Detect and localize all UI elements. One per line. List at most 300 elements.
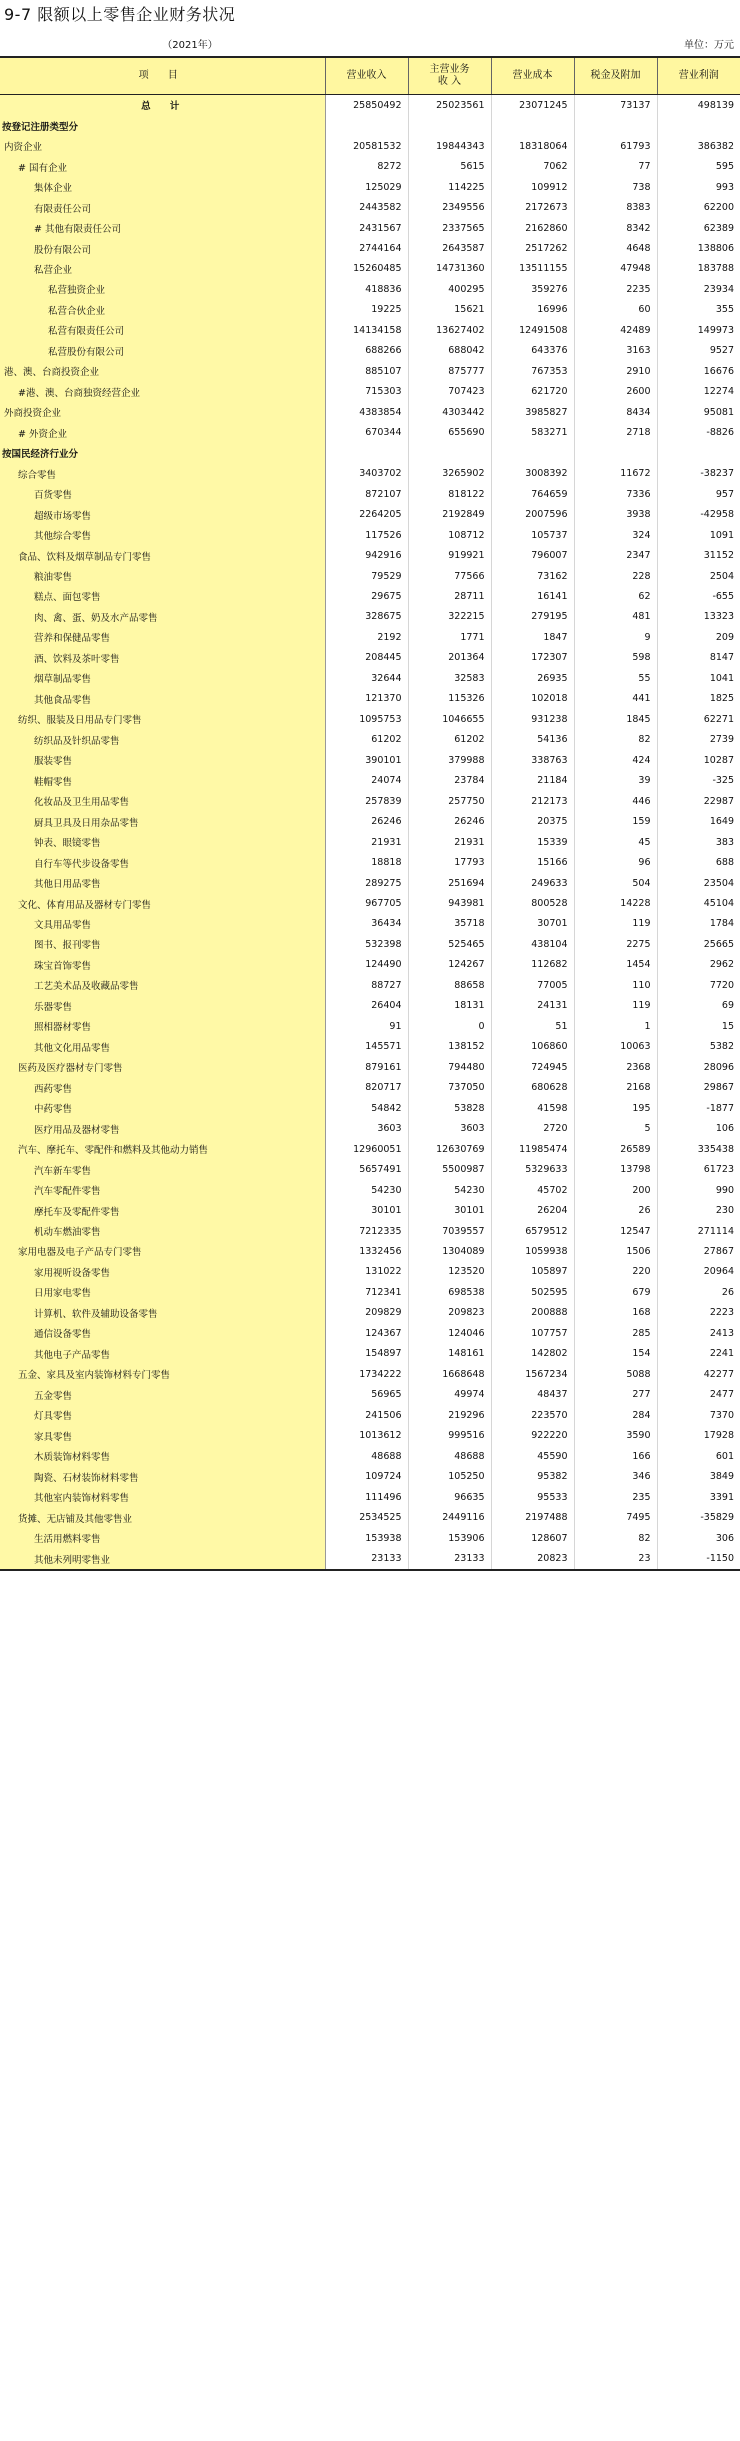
cell-tax: 324 [574,525,657,545]
cell-revenue: 712341 [325,1282,408,1302]
cell-revenue: 18818 [325,852,408,872]
row-label: 乐器零售 [0,996,325,1016]
cell-main-revenue: 14731360 [408,259,491,279]
row-label: 私营合伙企业 [0,300,325,320]
cell-main-revenue [408,443,491,463]
cell-tax: 3938 [574,504,657,524]
cell-revenue: 79529 [325,566,408,586]
cell-profit: 335438 [697,1143,734,1155]
cell-main-revenue: 201364 [408,648,491,668]
cell-revenue [325,443,408,463]
cell-cost: 7062 [491,156,574,176]
cell-main-revenue: 2337565 [408,218,491,238]
table-row [0,648,740,668]
table-row [0,443,740,463]
cell-tax: 61793 [574,136,657,156]
row-label: 西药零售 [0,1078,325,1098]
table-row [0,586,740,606]
table-row [0,607,740,627]
row-label: 私营有限责任公司 [0,320,325,340]
cell-profit: 61723 [703,1164,734,1176]
cell-cost: 2162860 [491,218,574,238]
cell-cost: 51 [491,1016,574,1036]
row-label: 港、澳、台商投资企业 [0,361,325,381]
row-label: 灯具零售 [0,1405,325,1425]
cell-tax: 1454 [574,955,657,975]
cell-tax: 446 [574,791,657,811]
cell-main-revenue: 655690 [408,423,491,443]
table-row [0,1037,740,1057]
row-label: 汽车新车零售 [0,1159,325,1179]
cell-revenue: 2192 [325,627,408,647]
table-row [0,934,740,954]
cell-main-revenue: 919921 [408,545,491,565]
cell-profit: 12274 [703,386,734,398]
row-label: 有限责任公司 [0,197,325,217]
table-row [0,361,740,381]
cell-main-revenue: 5500987 [408,1159,491,1179]
cell-main-revenue: 818122 [408,484,491,504]
row-label: # 外资企业 [0,423,325,443]
cell-main-revenue: 123520 [408,1262,491,1282]
table-row [0,1405,740,1425]
table-row [0,996,740,1016]
row-label: 摩托车及零配件零售 [0,1200,325,1220]
cell-cost: 16996 [491,300,574,320]
cell-revenue: 715303 [325,382,408,402]
cell-tax: 679 [574,1282,657,1302]
cell-main-revenue: 209823 [408,1303,491,1323]
row-label: # 其他有限责任公司 [0,218,325,238]
row-label: 医疗用品及器材零售 [0,1118,325,1138]
table-row [0,1466,740,1486]
row-label: 钟表、眼镜零售 [0,832,325,852]
cell-profit: 498139 [697,99,734,111]
cell-profit: 386382 [697,140,734,152]
cell-tax: 9 [574,627,657,647]
row-label: 其他食品零售 [0,689,325,709]
row-label: 木质装饰材料零售 [0,1446,325,1466]
cell-tax: 45 [574,832,657,852]
cell-profit: 5382 [709,1041,734,1053]
row-label: 其他室内装饰材料零售 [0,1487,325,1507]
cell-revenue: 48688 [325,1446,408,1466]
cell-revenue: 32644 [325,668,408,688]
cell-tax [574,115,657,135]
cell-main-revenue: 379988 [408,750,491,770]
cell-tax: 8342 [574,218,657,238]
cell-tax: 73137 [574,95,657,116]
cell-main-revenue: 53828 [408,1098,491,1118]
cell-cost: 724945 [491,1057,574,1077]
cell-profit: 230 [715,1205,734,1217]
cell-profit: -38237 [700,468,734,480]
cell-tax: 5 [574,1118,657,1138]
cell-cost: 922220 [491,1425,574,1445]
row-label: 其他未列明零售业 [0,1548,325,1569]
row-label: 烟草制品零售 [0,668,325,688]
cell-revenue: 29675 [325,586,408,606]
cell-profit: 25665 [703,938,734,950]
cell-cost: 48437 [491,1385,574,1405]
row-label: 超级市场零售 [0,504,325,524]
cell-profit: -325 [712,775,734,787]
row-label: 货摊、无店铺及其他零售业 [0,1507,325,1527]
row-label: # 国有企业 [0,156,325,176]
table-row [0,238,740,258]
table-row [0,1262,740,1282]
table-row [0,1057,740,1077]
cell-profit: -1150 [657,1548,740,1569]
cell-main-revenue: 875777 [408,361,491,381]
cell-cost: 105897 [491,1262,574,1282]
cell-tax: 11672 [574,463,657,483]
cell-main-revenue: 21931 [408,832,491,852]
cell-main-revenue: 17793 [408,852,491,872]
row-label: 私营股份有限公司 [0,341,325,361]
cell-revenue: 532398 [325,934,408,954]
cell-tax: 235 [574,1487,657,1507]
cell-tax: 12547 [574,1221,657,1241]
cell-tax: 277 [574,1385,657,1405]
table-row [0,1118,740,1138]
row-label: 按国民经济行业分 [0,443,325,463]
cell-tax: 82 [574,730,657,750]
cell-cost: 23071245 [491,95,574,116]
table-row [0,1548,740,1569]
cell-cost: 26204 [491,1200,574,1220]
cell-main-revenue [408,115,491,135]
cell-main-revenue: 114225 [408,177,491,197]
cell-tax: 424 [574,750,657,770]
cell-profit: 2477 [709,1389,734,1401]
table-row [0,566,740,586]
cell-profit: 1649 [709,816,734,828]
cell-tax: 82 [574,1528,657,1548]
cell-profit: 3391 [709,1491,734,1503]
cell-main-revenue: 794480 [408,1057,491,1077]
cell-profit: 28096 [703,1061,734,1073]
cell-tax: 598 [574,648,657,668]
cell-revenue: 2744164 [325,238,408,258]
table-row [0,1344,740,1364]
row-label: 其他日用品零售 [0,873,325,893]
cell-tax: 119 [574,914,657,934]
cell-cost: 212173 [491,791,574,811]
header-cost: 营业成本 [491,57,574,95]
cell-tax: 2910 [574,361,657,381]
row-label: 医药及医疗器材专门零售 [0,1057,325,1077]
cell-main-revenue: 138152 [408,1037,491,1057]
cell-main-revenue: 61202 [408,730,491,750]
cell-profit: 183788 [697,263,734,275]
table-row [0,689,740,709]
cell-tax: 10063 [574,1037,657,1057]
cell-tax: 14228 [574,893,657,913]
cell-revenue: 418836 [325,279,408,299]
cell-profit: 601 [715,1450,734,1462]
cell-tax: 7495 [574,1507,657,1527]
row-label: 汽车、摩托车、零配件和燃料及其他动力销售 [0,1139,325,1159]
cell-main-revenue: 49974 [408,1385,491,1405]
header-item: 项 目 [0,57,325,95]
table-row [0,1303,740,1323]
cell-cost: 172307 [491,648,574,668]
cell-cost: 15166 [491,852,574,872]
row-label: 集体企业 [0,177,325,197]
cell-profit: 138806 [697,243,734,255]
cell-cost: 77005 [491,975,574,995]
cell-cost: 3985827 [491,402,574,422]
cell-tax: 2718 [574,423,657,443]
cell-tax: 7336 [574,484,657,504]
row-label: 珠宝首饰零售 [0,955,325,975]
cell-cost: 249633 [491,873,574,893]
cell-revenue: 125029 [325,177,408,197]
cell-cost: 796007 [491,545,574,565]
cell-cost: 2197488 [491,1507,574,1527]
row-label: 自行车等代步设备零售 [0,852,325,872]
cell-profit: -8826 [706,427,734,439]
cell-tax [574,443,657,463]
cell-main-revenue: 96635 [408,1487,491,1507]
cell-tax: 200 [574,1180,657,1200]
cell-tax: 285 [574,1323,657,1343]
row-label: 其他综合零售 [0,525,325,545]
subtitle-row [0,34,740,52]
cell-profit: -42958 [700,509,734,521]
cell-revenue: 36434 [325,914,408,934]
row-label: 肉、禽、蛋、奶及水产品零售 [0,607,325,627]
cell-main-revenue: 525465 [408,934,491,954]
row-label: 五金零售 [0,1385,325,1405]
table-row [0,341,740,361]
cell-cost: 764659 [491,484,574,504]
table-row [0,300,740,320]
table-row [0,1425,740,1445]
cell-main-revenue: 18131 [408,996,491,1016]
row-label: 综合零售 [0,463,325,483]
cell-revenue: 21931 [325,832,408,852]
cell-tax: 2347 [574,545,657,565]
cell-revenue: 2431567 [325,218,408,238]
cell-cost: 800528 [491,893,574,913]
cell-profit: 595 [715,161,734,173]
cell-revenue: 208445 [325,648,408,668]
cell-revenue: 4383854 [325,402,408,422]
row-label: 厨具卫具及日用杂品零售 [0,811,325,831]
cell-tax: 166 [574,1446,657,1466]
header-profit: 营业利润 [657,57,740,95]
row-label: 其他电子产品零售 [0,1344,325,1364]
cell-cost: 106860 [491,1037,574,1057]
row-label: 食品、饮料及烟草制品专门零售 [0,545,325,565]
cell-main-revenue: 23784 [408,770,491,790]
row-label: 家用视听设备零售 [0,1262,325,1282]
row-label: 纺织、服装及日用品专门零售 [0,709,325,729]
cell-main-revenue: 400295 [408,279,491,299]
cell-revenue: 390101 [325,750,408,770]
cell-revenue: 145571 [325,1037,408,1057]
cell-tax: 228 [574,566,657,586]
cell-profit: 2504 [709,570,734,582]
cell-revenue: 117526 [325,525,408,545]
cell-main-revenue: 12630769 [408,1139,491,1159]
cell-main-revenue: 108712 [408,525,491,545]
cell-main-revenue: 2449116 [408,1507,491,1527]
cell-main-revenue: 3265902 [408,463,491,483]
cell-revenue: 26404 [325,996,408,1016]
cell-cost: 54136 [491,730,574,750]
cell-profit: 23504 [703,877,734,889]
cell-cost: 2007596 [491,504,574,524]
cell-main-revenue: 115326 [408,689,491,709]
cell-cost: 359276 [491,279,574,299]
cell-tax: 1506 [574,1241,657,1261]
cell-profit: 271114 [697,1225,734,1237]
cell-profit: 15 [721,1020,734,1032]
cell-tax: 159 [574,811,657,831]
cell-cost: 438104 [491,934,574,954]
year-label: （2021年） [162,40,218,51]
cell-revenue: 7212335 [325,1221,408,1241]
cell-main-revenue: 23133 [408,1548,491,1569]
cell-revenue: 2443582 [325,197,408,217]
cell-tax: 96 [574,852,657,872]
row-label: 股份有限公司 [0,238,325,258]
cell-profit: 1041 [709,672,734,684]
cell-tax: 26589 [574,1139,657,1159]
cell-main-revenue: 322215 [408,607,491,627]
cell-revenue: 3603 [325,1118,408,1138]
cell-revenue: 209829 [325,1303,408,1323]
header-revenue: 营业收入 [325,57,408,95]
cell-cost: 2172673 [491,197,574,217]
cell-tax: 481 [574,607,657,627]
row-label: 化妆品及卫生用品零售 [0,791,325,811]
row-label: 机动车燃油零售 [0,1221,325,1241]
table-row [0,423,740,443]
table-row [0,197,740,217]
cell-cost: 45590 [491,1446,574,1466]
cell-tax: 504 [574,873,657,893]
cell-cost: 223570 [491,1405,574,1425]
cell-revenue: 688266 [325,341,408,361]
cell-main-revenue: 707423 [408,382,491,402]
cell-revenue: 241506 [325,1405,408,1425]
cell-cost: 680628 [491,1078,574,1098]
cell-profit: 1784 [709,918,734,930]
cell-cost: 1059938 [491,1241,574,1261]
cell-revenue: 54230 [325,1180,408,1200]
table-row [0,1016,740,1036]
cell-main-revenue: 1304089 [408,1241,491,1261]
cell-tax: 441 [574,689,657,709]
table-row [0,136,740,156]
cell-main-revenue: 124267 [408,955,491,975]
table-row [0,832,740,852]
cell-main-revenue: 2349556 [408,197,491,217]
cell-revenue: 1332456 [325,1241,408,1261]
cell-profit: 95081 [703,406,734,418]
cell-profit: 26 [721,1286,734,1298]
table-row [0,1159,740,1179]
cell-cost: 279195 [491,607,574,627]
cell-revenue: 12960051 [325,1139,408,1159]
table-row [0,750,740,770]
cell-revenue: 25850492 [325,95,408,116]
cell-cost: 18318064 [491,136,574,156]
cell-cost: 24131 [491,996,574,1016]
cell-cost: 15339 [491,832,574,852]
cell-cost: 107757 [491,1323,574,1343]
cell-tax: 60 [574,300,657,320]
row-label: 营养和保健品零售 [0,627,325,647]
cell-revenue: 1734222 [325,1364,408,1384]
row-label: 糕点、面包零售 [0,586,325,606]
unit-label: 单位：万元 [684,40,734,51]
cell-profit: 2241 [709,1348,734,1360]
cell-main-revenue: 943981 [408,893,491,913]
cell-revenue: 670344 [325,423,408,443]
cell-tax: 346 [574,1466,657,1486]
cell-revenue: 23133 [325,1548,408,1569]
cell-tax: 42489 [574,320,657,340]
cell-cost: 2720 [491,1118,574,1138]
cell-main-revenue: 153906 [408,1528,491,1548]
cell-revenue: 1013612 [325,1425,408,1445]
cell-revenue: 879161 [325,1057,408,1077]
cell-main-revenue: 19844343 [408,136,491,156]
row-label: 五金、家具及室内装饰材料专门零售 [0,1364,325,1384]
cell-profit: 149973 [697,324,734,336]
row-label: 陶瓷、石材装饰材料零售 [0,1466,325,1486]
cell-tax: 738 [574,177,657,197]
cell-revenue: 56965 [325,1385,408,1405]
table-row [0,463,740,483]
cell-profit: 8147 [709,652,734,664]
row-label: 总 计 [0,95,325,116]
cell-profit [657,115,740,135]
table-row [0,115,740,135]
table-row [0,1323,740,1343]
cell-tax: 2368 [574,1057,657,1077]
cell-tax: 5088 [574,1364,657,1384]
cell-cost: 621720 [491,382,574,402]
cell-profit: -1877 [706,1102,734,1114]
cell-tax: 8434 [574,402,657,422]
table-row [0,893,740,913]
row-label: 文化、体育用品及器材专门零售 [0,893,325,913]
cell-revenue: 121370 [325,689,408,709]
cell-cost: 95382 [491,1466,574,1486]
cell-cost: 200888 [491,1303,574,1323]
cell-main-revenue: 124046 [408,1323,491,1343]
cell-profit: 17928 [703,1430,734,1442]
table-row [0,1446,740,1466]
cell-tax: 1 [574,1016,657,1036]
table-row [0,1364,740,1384]
table-row [0,955,740,975]
cell-cost: 21184 [491,770,574,790]
cell-profit: 13323 [703,611,734,623]
header-tax: 税金及附加 [574,57,657,95]
cell-main-revenue: 4303442 [408,402,491,422]
row-label: 工艺美术品及收藏品零售 [0,975,325,995]
cell-revenue: 54842 [325,1098,408,1118]
cell-revenue: 3403702 [325,463,408,483]
cell-cost: 142802 [491,1344,574,1364]
